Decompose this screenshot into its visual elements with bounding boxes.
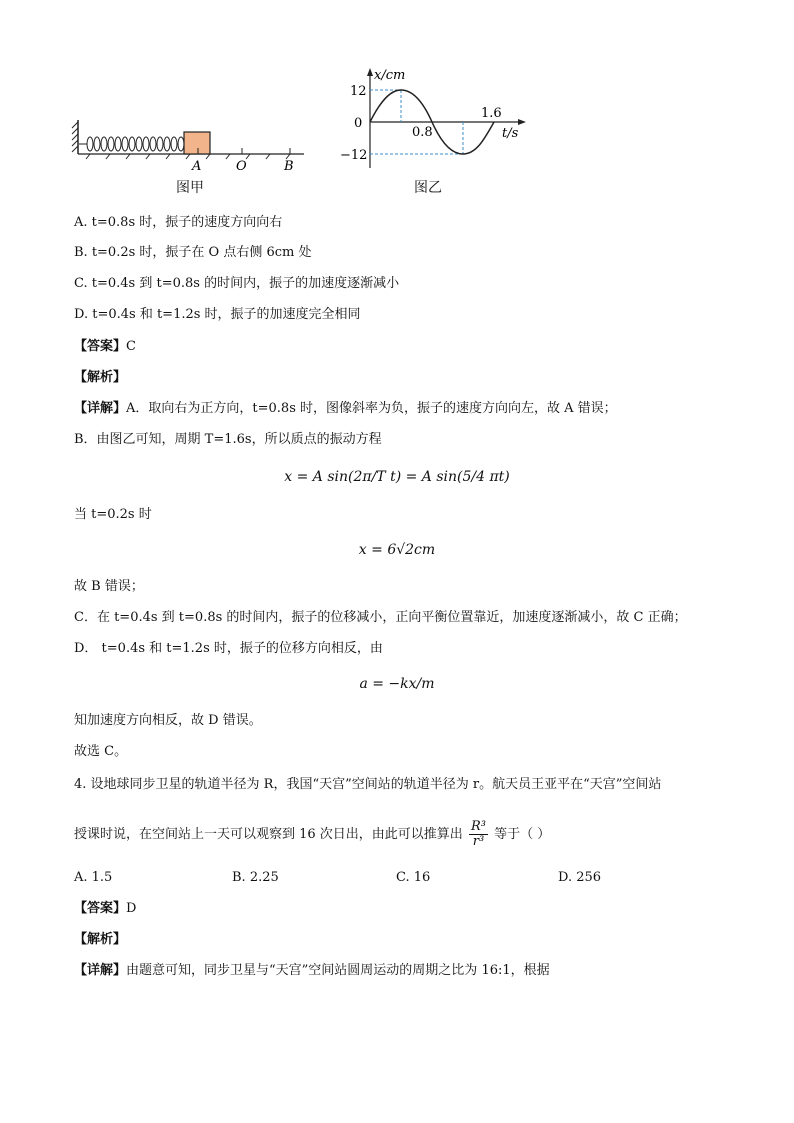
q3-choose: 故选 C。 — [74, 744, 128, 759]
equation-1: x = A sin(2π/T t) = A sin(5/4 πt) — [284, 469, 510, 485]
figure-yi — [336, 64, 536, 172]
q4-answer-tag: 【答案】 — [74, 901, 127, 916]
x-axis-label: t/s — [502, 126, 519, 141]
q3-d-end: 知加速度方向相反，故 D 错误。 — [74, 713, 262, 728]
block — [184, 132, 210, 154]
q3-option-d: D. t=0.4s 和 t=1.2s 时，振子的加速度完全相同 — [74, 307, 361, 322]
q4-stem-2 — [74, 820, 550, 849]
label-o: O — [236, 159, 247, 172]
frac-num: R³ — [470, 819, 486, 834]
q3-answer — [74, 338, 136, 356]
q4-detail-tag: 【详解】 — [74, 963, 127, 978]
q4-stem-2-text: 授课时说，在空间站上一天可以观察到 16 次日出，由此可以推算出 — [74, 827, 463, 842]
q4-detail — [74, 962, 550, 980]
q4-fraction — [469, 820, 488, 849]
q3-detail-b: B．由图乙可知，周期 T=1.6s，所以质点的振动方程 — [74, 432, 382, 447]
tick-m12: −12 — [340, 148, 368, 163]
q3-option-a: A. t=0.8s 时，振子的速度方向向右 — [74, 215, 283, 230]
q3-when: 当 t=0.2s 时 — [74, 507, 152, 522]
q3-analysis-tag: 【解析】 — [74, 370, 127, 385]
spring — [79, 137, 184, 151]
q4-option-c: C. 16 — [396, 870, 431, 885]
q4-stem-1: 4. 设地球同步卫星的轨道半径为 R，我国“天宫”空间站的轨道半径为 r。航天员王亚平在“天宫”空间站 — [74, 777, 662, 792]
equation-2: x = 6√2cm — [358, 542, 436, 558]
answer-value: C — [126, 339, 136, 354]
q4-answer-value: D — [126, 901, 137, 916]
q3-detail-c: C．在 t=0.4s 到 t=0.8s 的时间内，振子的位移减小，正向平衡位置靠近，加速度逐渐减小，故 C 正确； — [74, 610, 687, 625]
y-axis-label: x/cm — [374, 68, 406, 83]
q4-option-b: B. 2.25 — [232, 870, 279, 885]
caption-yi: 图乙 — [414, 180, 442, 196]
detail-tag: 【详解】 — [74, 401, 127, 416]
answer-tag: 【答案】 — [74, 339, 127, 354]
detail-a-text: A．取向右为正方向，t=0.8s 时，图像斜率为负，振子的速度方向向左，故 A 错误； — [126, 401, 617, 416]
q3-b-end: 故 B 错误； — [74, 579, 144, 594]
figure-jia — [70, 112, 310, 172]
caption-jia: 图甲 — [176, 180, 204, 196]
label-a: A — [192, 159, 202, 172]
label-b: B — [284, 159, 294, 172]
q3-option-c: C. t=0.4s 到 t=0.8s 的时间内，振子的加速度逐渐减小 — [74, 276, 400, 291]
q4-option-d: D. 256 — [558, 870, 602, 885]
tick-08: 0.8 — [412, 125, 433, 140]
frac-den: r³ — [472, 834, 485, 849]
equation-3: a = −kx/m — [359, 676, 435, 692]
q3-option-b: B. t=0.2s 时，振子在 O 点右侧 6cm 处 — [74, 245, 312, 260]
q4-stem-2-tail: 等于（ ） — [494, 827, 551, 842]
tick-0: 0 — [354, 116, 363, 131]
q3-detail-d: D． t=0.4s 和 t=1.2s 时，振子的位移方向相反，由 — [74, 641, 383, 656]
q4-analysis-tag: 【解析】 — [74, 932, 127, 947]
q4-answer — [74, 900, 136, 918]
tick-16: 1.6 — [481, 106, 502, 121]
tick-12: 12 — [350, 84, 367, 99]
q4-option-a: A. 1.5 — [74, 870, 113, 885]
q3-detail-a — [74, 400, 617, 418]
q4-detail-text: 由题意可知，同步卫星与“天宫”空间站圆周运动的周期之比为 16:1，根据 — [126, 963, 550, 978]
